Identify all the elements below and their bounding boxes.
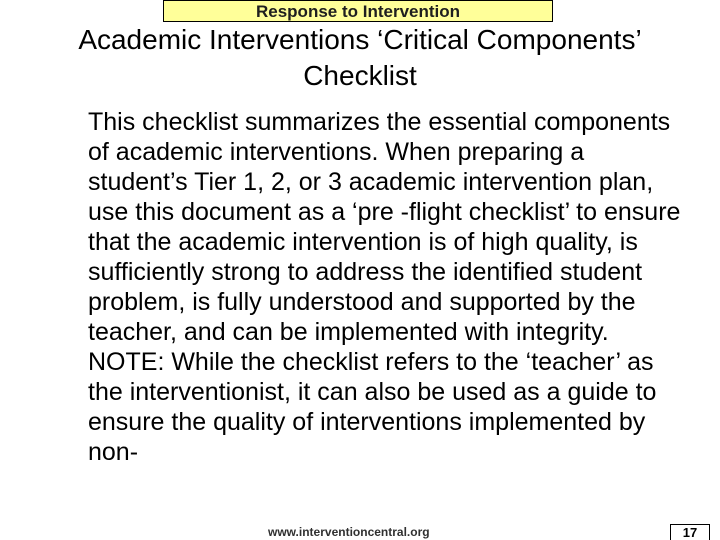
page-number: 17 <box>670 524 710 540</box>
header-banner: Response to Intervention <box>163 0 553 22</box>
slide-body-text: This checklist summarizes the essential components of academic interventions. When preparing a student’s Tier 1, 2, or 3 academic intervention plan, use this document as a ‘pre -flight checklist’ to ensure that the academic intervention is of high quality, is sufficiently strong to address the identified student problem, is fully understood and supported by the teacher, and can be implemented with integrity. NOTE: While the checklist refers to the ‘teacher’ as the interventionist, it can also be used as a guide to ensure the quality of interventions implemented by non- <box>88 108 681 466</box>
footer-url: www.interventioncentral.org <box>268 525 430 539</box>
slide-title: Academic Interventions ‘Critical Components’ Checklist <box>78 24 642 91</box>
